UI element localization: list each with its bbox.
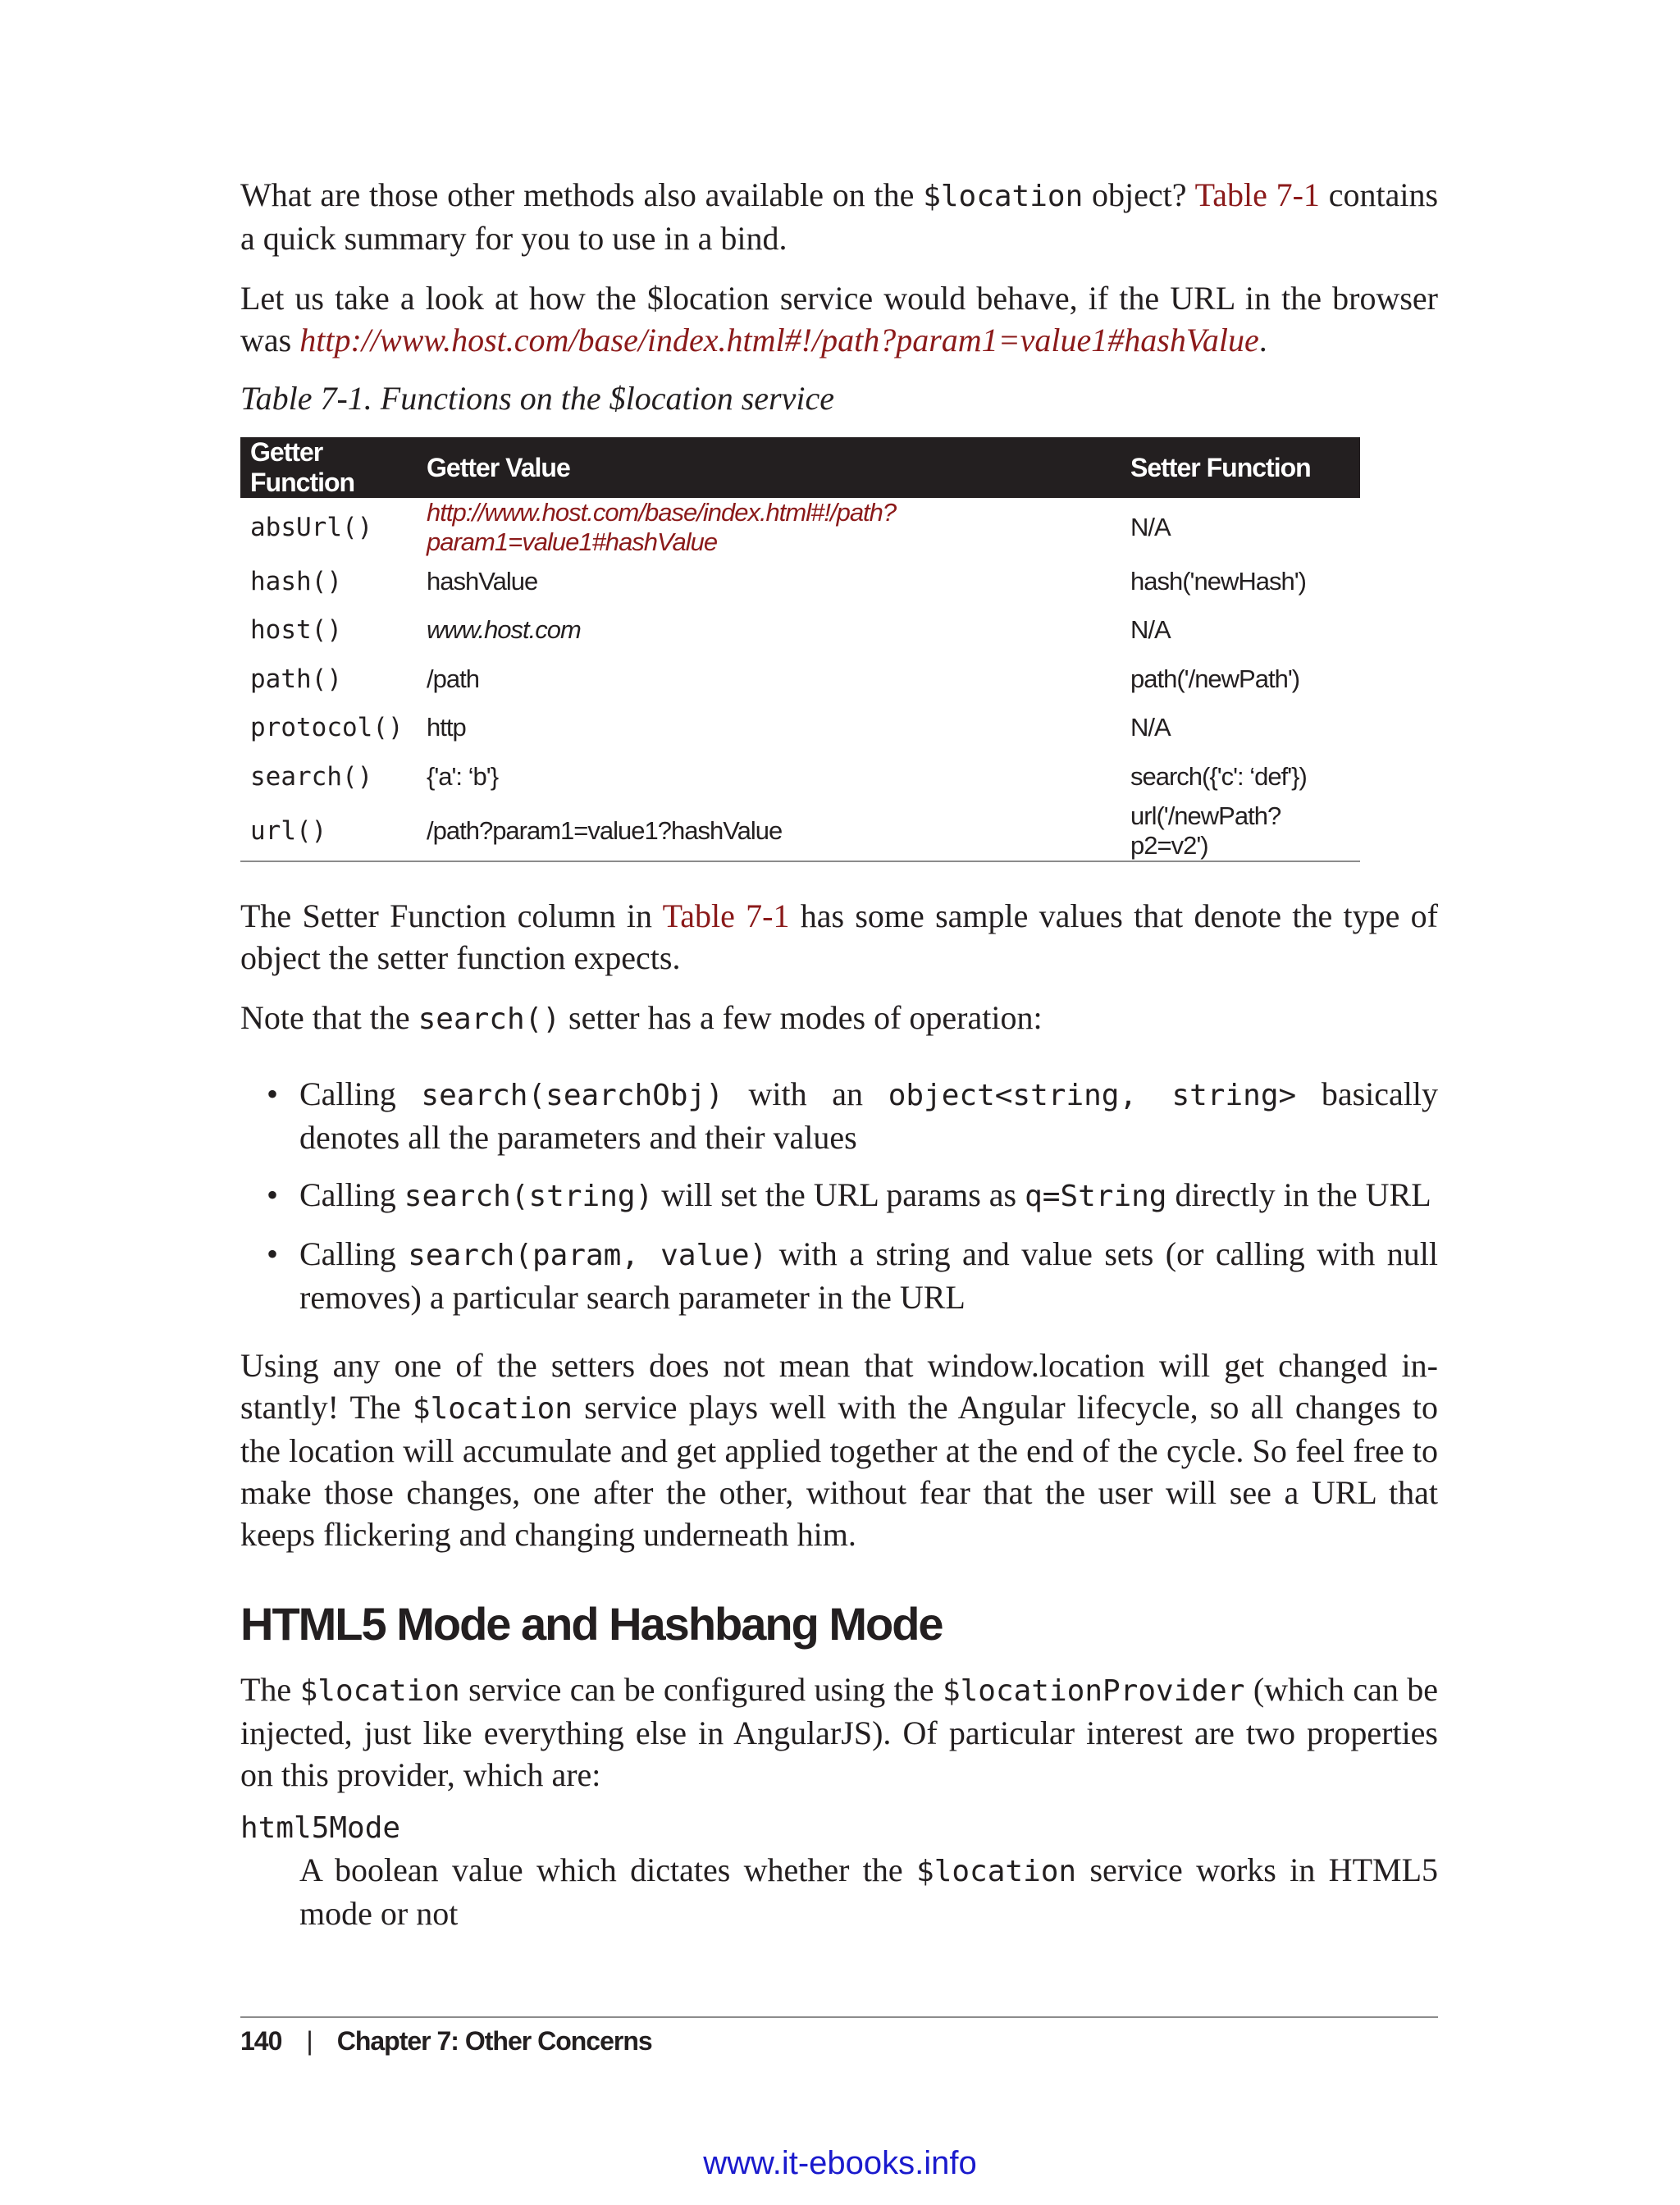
text: will set the URL params as [653, 1176, 1025, 1213]
setter-function-cell: N/A [1130, 513, 1171, 541]
setter-function-cell: N/A [1130, 713, 1171, 742]
footer-separator: | [306, 2026, 313, 2056]
location-functions-table [240, 437, 1360, 862]
paragraph-setter-column [240, 895, 1438, 979]
getter-value-cell: hashValue [427, 566, 538, 596]
chapter-title: Chapter 7: Other Concerns [336, 2026, 652, 2056]
getter-value-cell: {'a': ‘b'} [427, 761, 499, 791]
paragraph-location-provider [240, 1669, 1438, 1796]
inline-code: $locationProvider [942, 1673, 1245, 1708]
text: contains a quick summary for you to use in a bind. [240, 176, 1439, 257]
getter-function-cell: absUrl() [250, 513, 373, 542]
text: service plays well with the Angular lifecycle, so all changes to the location will accumulate and get applied together at the end of the cycle. So feel free to make those changes, one after the other, without fear that the user will see a URL that keeps flickering and changing underneath him. [240, 1388, 1438, 1553]
text: service can be configured using the [459, 1670, 943, 1708]
text: What are those other methods also available on the [240, 176, 924, 213]
inline-code: search(searchObj) [421, 1078, 724, 1112]
table-row [240, 498, 1360, 557]
text: Calling [299, 1235, 409, 1272]
table-reference-link[interactable]: Table 7-1 [1194, 176, 1320, 213]
header-setter-function: Setter Function [1121, 437, 1360, 498]
table-row [240, 801, 1360, 861]
inline-code: object<string, string> [888, 1078, 1297, 1112]
text: The [240, 1670, 300, 1708]
text: with a string and value sets (or calling with null removes) a particular search parameter in the URL [299, 1235, 1439, 1316]
search-modes-list [240, 1073, 1438, 1318]
inline-code: search() [418, 1002, 560, 1036]
setter-function-cell: hash('newHash') [1130, 566, 1306, 596]
paragraph-search-modes [240, 997, 1438, 1040]
getter-function-cell: search() [250, 761, 373, 792]
table-reference-link[interactable]: Table 7-1 [662, 897, 790, 934]
getter-function-cell: hash() [250, 566, 342, 596]
table-row [240, 704, 1360, 753]
getter-value-cell: http [427, 713, 466, 742]
watermark-link[interactable]: www.it-ebooks.info [703, 2145, 977, 2181]
list-item [240, 1073, 1438, 1158]
table-caption: Table 7-1. Functions on the $location service [240, 380, 834, 417]
text: setter has a few modes of operation: [560, 998, 1043, 1036]
text: directly in the URL [1166, 1176, 1431, 1213]
text: . [1258, 322, 1267, 358]
table-row [240, 752, 1360, 801]
table-header-row [240, 437, 1360, 498]
setter-function-cell: path('/newPath') [1130, 664, 1300, 693]
table-row [240, 655, 1360, 704]
footer-divider [240, 2016, 1438, 2018]
text: Note that the [240, 998, 418, 1036]
getter-function-cell: protocol() [250, 713, 404, 743]
list-item [240, 1174, 1438, 1217]
getter-value-cell: /path?param1=value1?hashValue [417, 801, 1121, 861]
text: basically denotes all the parameters and their values [299, 1075, 1439, 1156]
getter-value-cell: /path [427, 664, 479, 693]
text: service works in HTML5 mode or not [299, 1851, 1438, 1932]
getter-function-cell: url() [240, 801, 417, 861]
inline-code: search(string) [404, 1179, 654, 1213]
definition-term: html5Mode [240, 1810, 401, 1845]
table-row [240, 557, 1360, 606]
text: The Setter Function column in [240, 897, 663, 934]
header-getter-value: Getter Value [417, 437, 1121, 498]
bullet-icon: • [267, 1176, 279, 1213]
bullet-icon: • [267, 1235, 279, 1272]
inline-code: $location [412, 1391, 573, 1426]
text: A boolean value which dictates whether the [299, 1851, 917, 1888]
setter-function-cell: N/A [1130, 615, 1171, 645]
text: object? [1083, 176, 1195, 213]
section-heading: HTML5 Mode and Hashbang Mode [240, 1597, 943, 1650]
paragraph-example-url [240, 277, 1438, 361]
text: has some sample values that denote the type of object the setter function expects. [240, 897, 1438, 976]
text: Calling [299, 1075, 422, 1112]
text: (which can be injected, just like everything else in AngularJS). Of particular interest are two properties on this provider, which are: [240, 1670, 1438, 1793]
paragraph-setters-lifecycle [240, 1344, 1438, 1555]
page-footer [240, 2026, 652, 2057]
getter-function-cell: host() [250, 615, 342, 646]
header-getter-function: Getter Function [240, 437, 417, 498]
text: Calling [299, 1176, 404, 1213]
list-item [240, 1233, 1438, 1318]
table-row [240, 606, 1360, 655]
page-number: 140 [240, 2026, 282, 2056]
example-url-link[interactable]: http://www.host.com/base/index.html#!/path?param1=value1#hashValue [299, 322, 1259, 358]
getter-value-cell[interactable]: http://www.host.com/base/index.html#!/path?param1=value1#hashValue [427, 498, 897, 556]
text: Using any one of the setters does not mean that window.location will get changed instantly! The [240, 1346, 1438, 1426]
definition-description [299, 1849, 1438, 1934]
text: Let us take a look at how the $location service would behave, if the URL in the browser was [240, 280, 1438, 358]
inline-code: $location [923, 180, 1084, 213]
paragraph-intro [240, 174, 1438, 259]
inline-code: $location [299, 1673, 460, 1708]
inline-code: $location [916, 1854, 1077, 1888]
getter-value-cell: www.host.com [427, 615, 581, 645]
getter-function-cell: path() [250, 664, 342, 694]
bullet-icon: • [267, 1075, 279, 1112]
setter-function-cell: search({'c': ‘def'}) [1130, 761, 1307, 791]
setter-function-cell: url('/newPath?p2=v2') [1121, 801, 1360, 861]
inline-code: q=String [1025, 1179, 1167, 1213]
text: with an [723, 1075, 888, 1112]
inline-code: search(param, value) [408, 1238, 768, 1272]
page-content [240, 174, 1438, 1934]
